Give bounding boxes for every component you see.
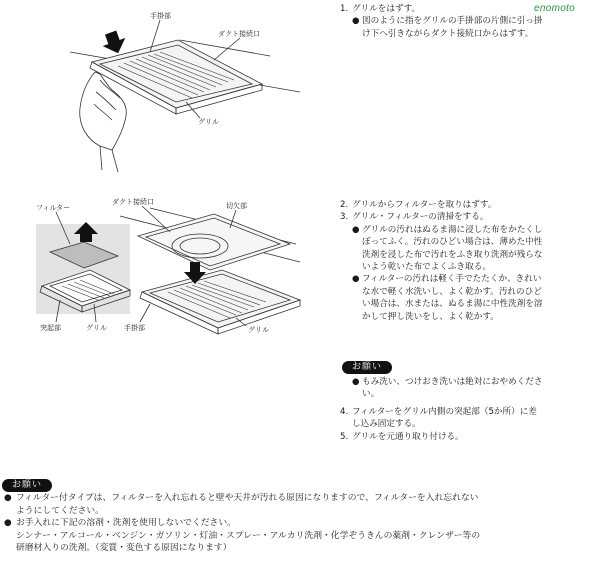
bullet-icon: ● xyxy=(352,224,360,235)
bullet-icon: ● xyxy=(4,518,12,529)
step-3-title: グリル・フィルターの清掃をする。 xyxy=(352,212,489,223)
note-2-b1-line: ようにしてください。 xyxy=(16,505,104,516)
note-2-b2-line: お手入れに下記の溶剤・洗剤を使用しないでください。 xyxy=(16,518,236,529)
step-2-title: グリルからフィルターを取りはずす。 xyxy=(352,200,497,210)
step-4-line: フィルターをグリル内側の突起部（5か所）に差 xyxy=(352,407,537,417)
note-2 xyxy=(4,492,598,555)
label-grille-3: グリル xyxy=(248,326,269,334)
step-1-line: 図のように指をグリルの手掛部の片側に引っ掛 xyxy=(362,16,543,27)
step-3-number: 3. xyxy=(340,212,349,223)
label-grille: グリル xyxy=(198,118,219,126)
step-1-title: グリルをはずす。 xyxy=(352,4,421,14)
label-duct-2: ダクト接続口 xyxy=(112,198,154,206)
label-grille-2: グリル xyxy=(86,324,107,332)
note-1 xyxy=(352,376,598,401)
note-2-b2-line: 研磨材入りの洗剤。（変質・変色する原因になります） xyxy=(16,543,232,554)
step-4-number: 4. xyxy=(340,407,349,417)
steps-4-5 xyxy=(340,406,598,443)
note-1-badge-wrap xyxy=(342,354,392,374)
note-2-b1-line: フィルター付タイプは、フィルターを入れ忘れると壁や天井が汚れる原因になりますので、フィルターを入れ忘れない xyxy=(16,493,479,503)
note-1-line: い。 xyxy=(362,389,380,400)
note-2-badge: お願い xyxy=(2,479,52,492)
label-handle: 手掛部 xyxy=(150,12,171,20)
note-1-badge: お願い xyxy=(342,361,392,374)
bullet-icon: ● xyxy=(352,274,360,285)
step-2-number: 2. xyxy=(340,200,349,210)
label-duct: ダクト接続口 xyxy=(218,30,260,38)
label-projection: 突起部 xyxy=(40,324,61,332)
label-handle-2: 手掛部 xyxy=(124,324,145,332)
step-1-number: 1. xyxy=(340,4,349,14)
steps-2-3 xyxy=(340,199,598,323)
step-3-b1-line: グリルの汚れはぬるま湯に浸した布をかたくし xyxy=(362,224,543,235)
step-5-title: グリルを元通り取り付ける。 xyxy=(352,431,464,442)
step-3-b1-line: ぼってふく。汚れのひどい場合は、薄めた中性 xyxy=(362,237,543,248)
label-filter: フィルター xyxy=(36,204,71,212)
step-3-b2-line: な水で軽く水洗いし、よく乾かす。汚れのひど xyxy=(362,286,542,297)
step-3-b1-line: いよう乾いた布でよくふき取る。 xyxy=(362,262,491,273)
label-notch: 切欠部 xyxy=(226,202,247,210)
bullet-icon: ● xyxy=(4,493,12,503)
note-2-b2-line: シンナー・アルコール・ベンジン・ガソリン・灯油・スプレー・アルカリ洗剤・化学ぞうきんの薬剤・クレンザー等の xyxy=(16,530,481,541)
step-3-b2-line: い場合は、水または、ぬるま湯に中性洗剤を溶 xyxy=(362,299,543,310)
brand-watermark: enomoto xyxy=(534,3,576,14)
step-4-line: し込み固定する。 xyxy=(352,419,421,430)
step-1-line: け下へ引きながらダクト接続口からはずす。 xyxy=(362,28,534,39)
bullet-icon: ● xyxy=(352,377,360,387)
step-1 xyxy=(340,3,595,40)
note-1-line: もみ洗い、つけおき洗いは絶対におやめくださ xyxy=(362,377,543,387)
step-3-b2-line: フィルターの汚れは軽く手でたたくか、きれい xyxy=(362,274,542,285)
bullet-icon: ● xyxy=(352,16,360,27)
note-2-badge-wrap xyxy=(2,472,52,492)
step-3-b1-line: 洗剤を浸した布で汚れをふき取り洗剤が残らな xyxy=(362,249,543,260)
step-3-b2-line: かして押し洗いをし、よく乾かす。 xyxy=(362,311,499,322)
figure-filter-removal xyxy=(0,0,340,360)
step-5-number: 5. xyxy=(340,431,349,442)
